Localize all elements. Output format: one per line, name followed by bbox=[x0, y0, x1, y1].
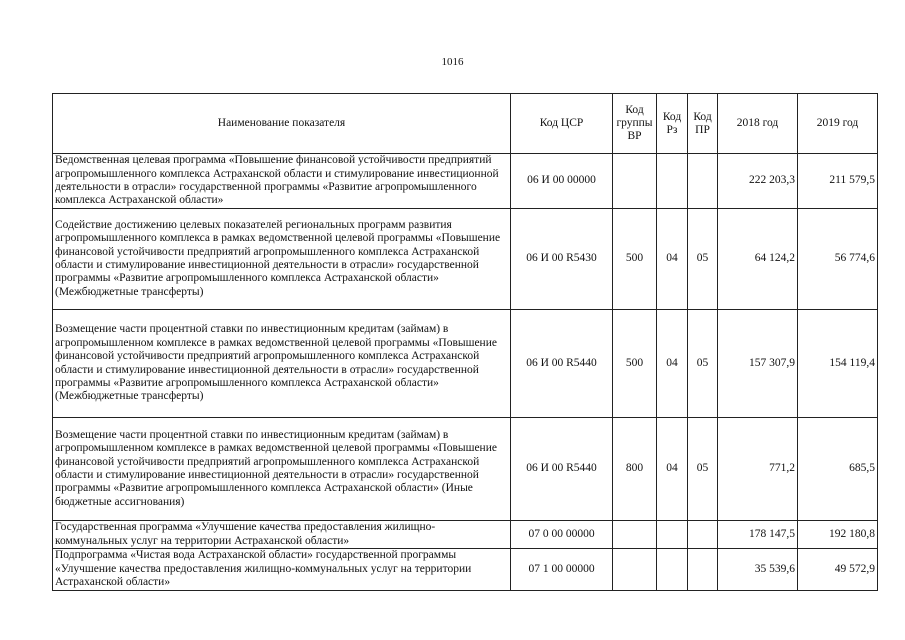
table-row bbox=[53, 154, 878, 209]
row-2019: 192 180,8 bbox=[798, 521, 878, 549]
row-vr: 500 bbox=[613, 209, 657, 310]
row-rz bbox=[657, 154, 688, 209]
table-row bbox=[53, 209, 878, 310]
row-2018: 222 203,3 bbox=[718, 154, 798, 209]
row-2018: 64 124,2 bbox=[718, 209, 798, 310]
header-2018: 2018 год bbox=[718, 94, 798, 154]
row-name: Подпрограмма «Чистая вода Астраханской области» государственной программы «Улучшение качества предоставления жилищно-коммунальных услуг на территории Астраханской области» bbox=[53, 549, 511, 591]
header-pr: Код ПР bbox=[688, 94, 718, 154]
row-vr bbox=[613, 521, 657, 549]
page-number: 1016 bbox=[441, 56, 464, 68]
table-row bbox=[53, 418, 878, 521]
header-2019: 2019 год bbox=[798, 94, 878, 154]
row-vr: 500 bbox=[613, 310, 657, 418]
table-header-row bbox=[53, 94, 878, 154]
table-row bbox=[53, 521, 878, 549]
row-pr: 05 bbox=[688, 310, 718, 418]
row-rz bbox=[657, 549, 688, 591]
row-name: Содействие достижению целевых показателей региональных программ развития агропромышленного комплекса в рамках ведомственной целевой программы «Повышение финансовой устойчивости предприятий агропромышленного комплекса Астраханской области и стимулирование инвестиционной деятельности в отрасли» государственной программы «Развитие агропромышленного комплекса Астраханской области» (Межбюджетные трансферты) bbox=[53, 209, 511, 310]
row-2019: 56 774,6 bbox=[798, 209, 878, 310]
row-rz: 04 bbox=[657, 310, 688, 418]
row-name: Ведомственная целевая программа «Повышение финансовой устойчивости предприятий агропромышленного комплекса Астраханской области и стимулирование инвестиционной деятельности в отрасли» государственной программы «Развитие агропромышленного комплекса Астраханской области» bbox=[53, 154, 511, 209]
row-name: Государственная программа «Улучшение качества предоставления жилищно-коммунальных услуг на территории Астраханской области» bbox=[53, 521, 511, 549]
table-row bbox=[53, 310, 878, 418]
row-csr: 06 И 00 R5440 bbox=[511, 310, 613, 418]
row-rz: 04 bbox=[657, 418, 688, 521]
row-2019: 685,5 bbox=[798, 418, 878, 521]
row-2018: 35 539,6 bbox=[718, 549, 798, 591]
row-csr: 06 И 00 R5430 bbox=[511, 209, 613, 310]
row-2019: 211 579,5 bbox=[798, 154, 878, 209]
row-csr: 07 0 00 00000 bbox=[511, 521, 613, 549]
header-csr: Код ЦСР bbox=[511, 94, 613, 154]
row-csr: 06 И 00 R5440 bbox=[511, 418, 613, 521]
row-csr: 06 И 00 00000 bbox=[511, 154, 613, 209]
row-pr bbox=[688, 549, 718, 591]
header-name: Наименование показателя bbox=[53, 94, 511, 154]
header-vr: Код группы ВР bbox=[613, 94, 657, 154]
row-name: Возмещение части процентной ставки по инвестиционным кредитам (займам) в агропромышленном комплексе в рамках ведомственной целевой программы «Повышение финансовой устойчивости предприятий агропромышленного комплекса Астраханской области и стимулирование инвестиционной деятельности в отрасли» государственной программы «Развитие агропромышленного комплекса Астраханской области» (Иные бюджетные ассигнования) bbox=[53, 418, 511, 521]
row-csr: 07 1 00 00000 bbox=[511, 549, 613, 591]
row-pr bbox=[688, 521, 718, 549]
row-2018: 178 147,5 bbox=[718, 521, 798, 549]
row-vr bbox=[613, 549, 657, 591]
header-rz: Код Рз bbox=[657, 94, 688, 154]
row-vr: 800 bbox=[613, 418, 657, 521]
row-2018: 157 307,9 bbox=[718, 310, 798, 418]
row-2018: 771,2 bbox=[718, 418, 798, 521]
row-pr: 05 bbox=[688, 418, 718, 521]
row-rz bbox=[657, 521, 688, 549]
row-pr: 05 bbox=[688, 209, 718, 310]
row-2019: 49 572,9 bbox=[798, 549, 878, 591]
row-vr bbox=[613, 154, 657, 209]
row-pr bbox=[688, 154, 718, 209]
table-row bbox=[53, 549, 878, 591]
budget-table bbox=[52, 93, 878, 591]
row-name: Возмещение части процентной ставки по инвестиционным кредитам (займам) в агропромышленном комплексе в рамках ведомственной целевой программы «Повышение финансовой устойчивости предприятий агропромышленного комплекса Астраханской области и стимулирование инвестиционной деятельности в отрасли» государственной программы «Развитие агропромышленного комплекса Астраханской области» (Межбюджетные трансферты) bbox=[53, 310, 511, 418]
row-rz: 04 bbox=[657, 209, 688, 310]
row-2019: 154 119,4 bbox=[798, 310, 878, 418]
